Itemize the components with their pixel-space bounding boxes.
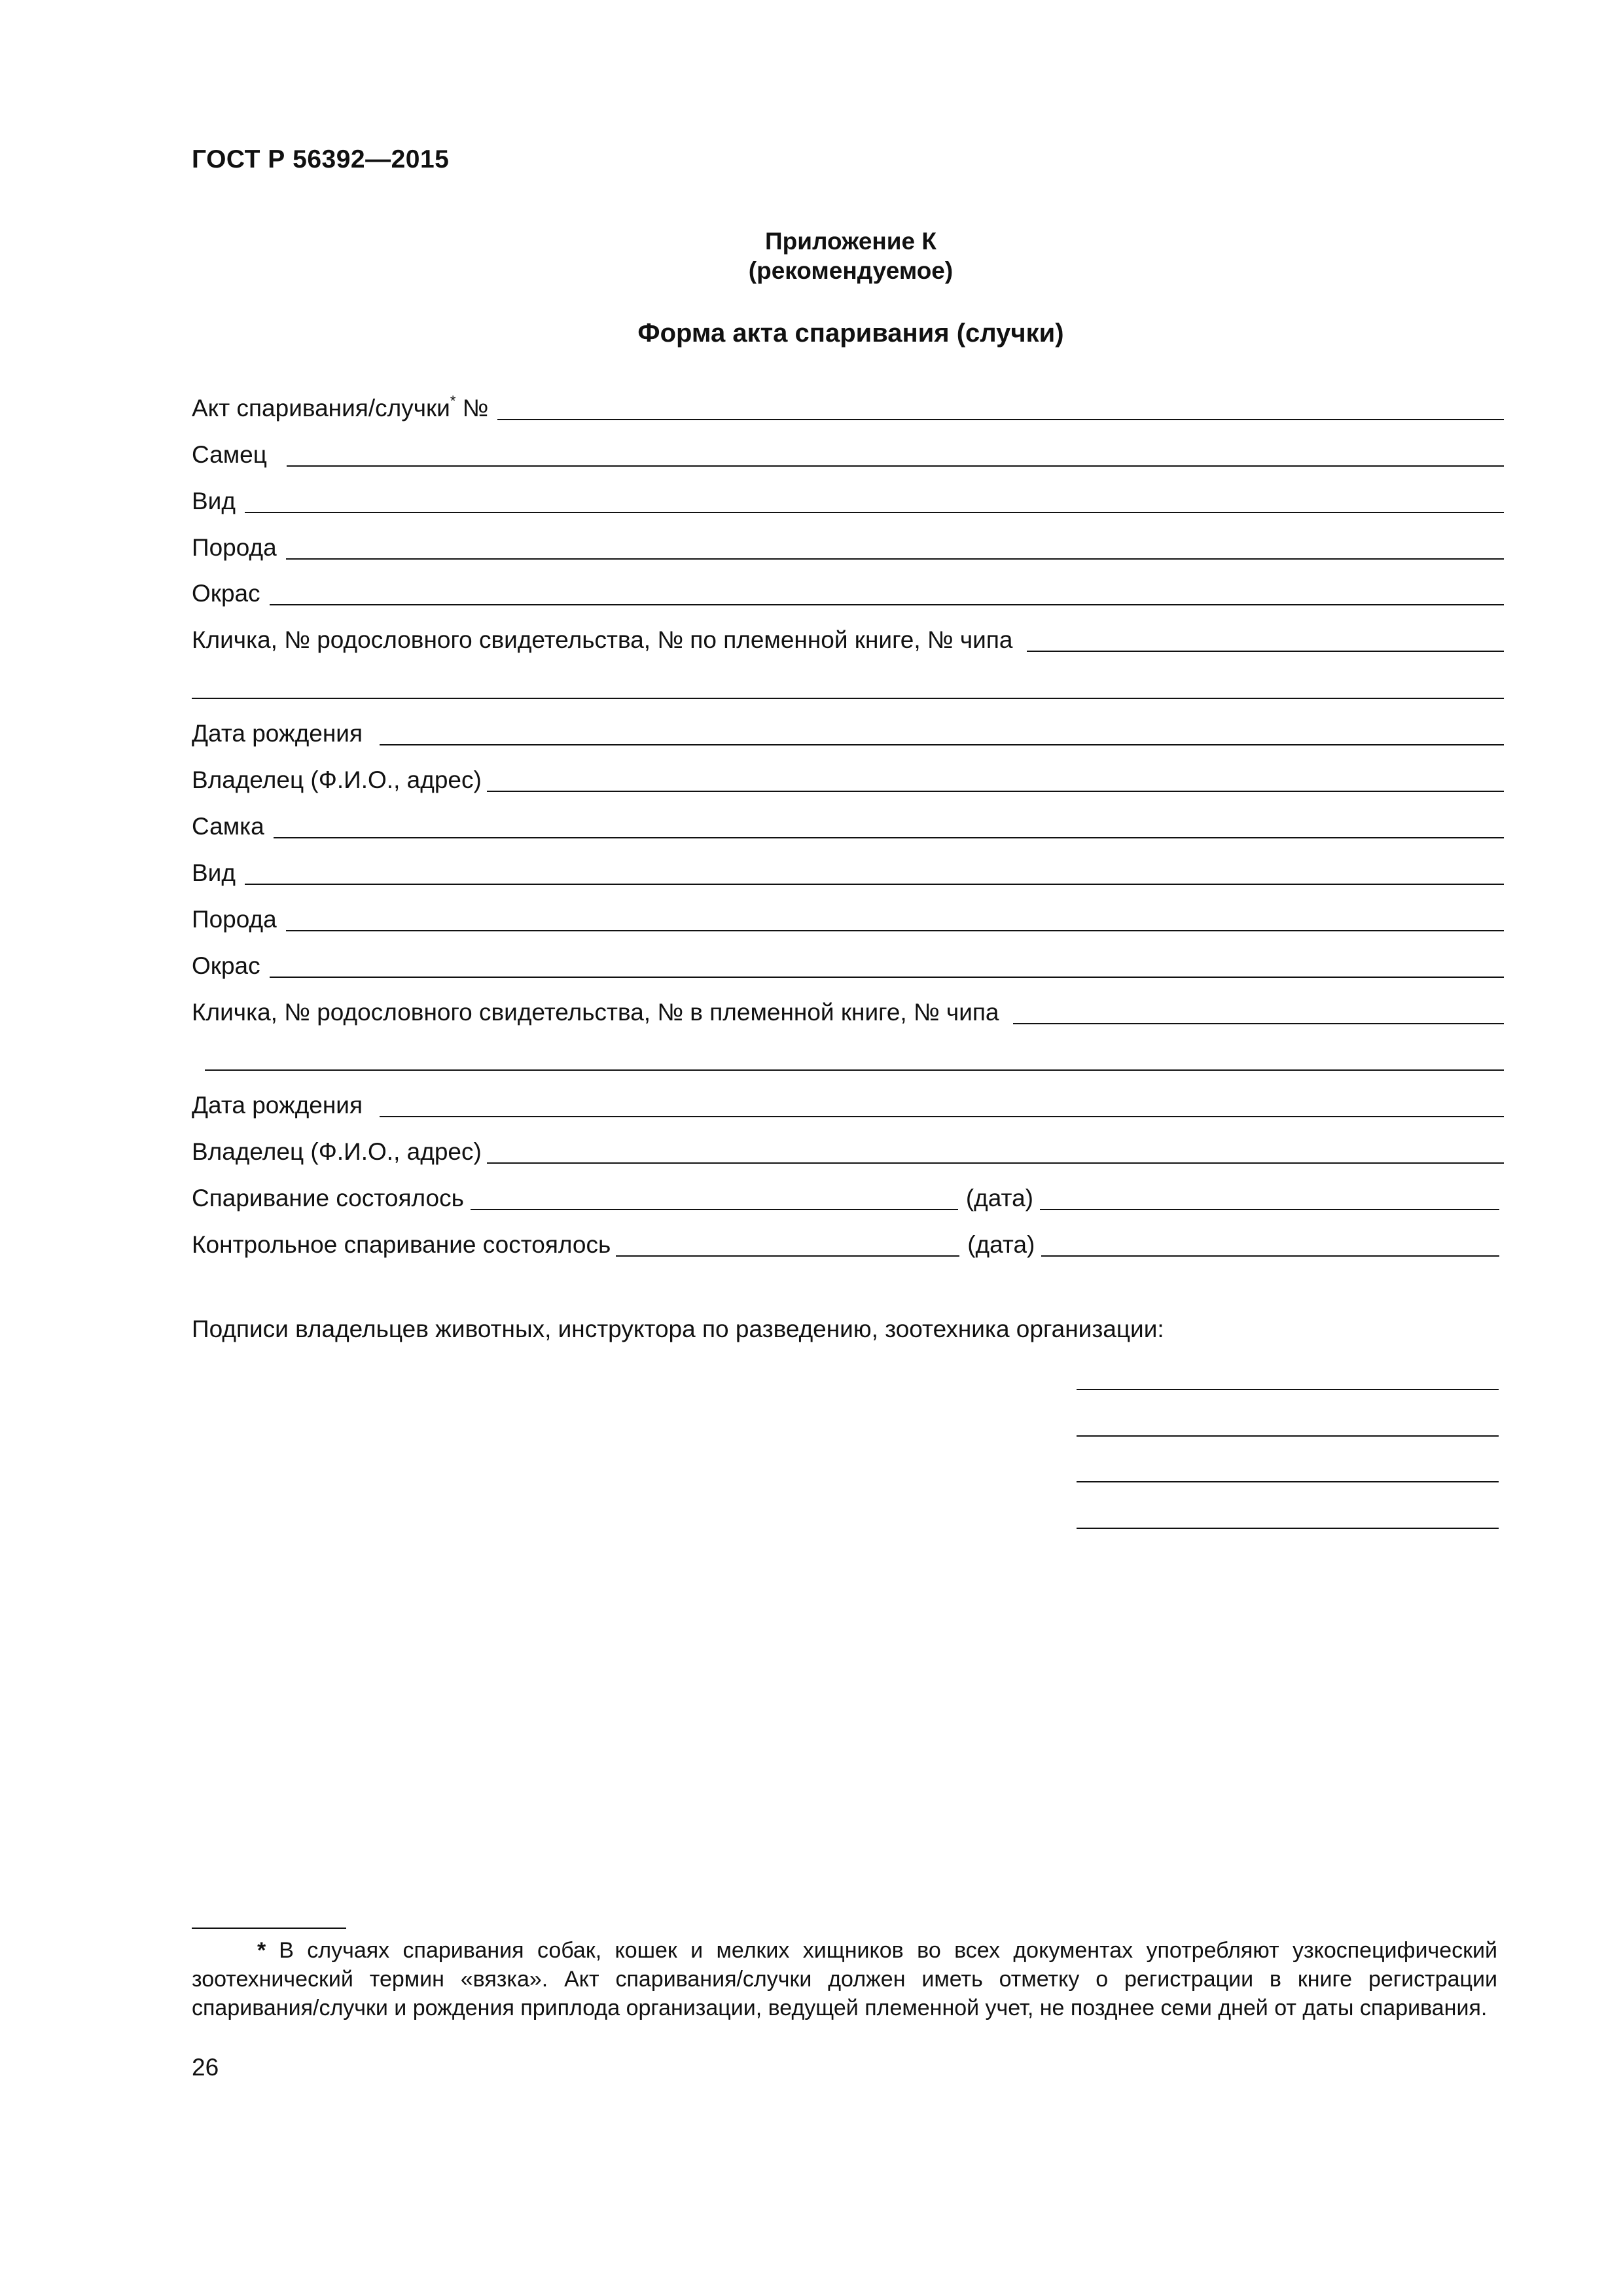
act-number-label: Акт спаривания/случки* № <box>192 393 489 422</box>
male-breed-row <box>192 532 1504 562</box>
male-owner-label: Владелец (Ф.И.О., адрес) <box>192 766 482 793</box>
mating-row <box>192 1183 1499 1213</box>
female-birth-row <box>192 1090 1504 1120</box>
control-mating-date-field[interactable] <box>1041 1255 1499 1257</box>
signature-line-2[interactable] <box>1077 1435 1499 1437</box>
male-color-row <box>192 578 1504 608</box>
male-species-label: Вид <box>192 488 236 514</box>
male-owner-field[interactable] <box>487 791 1504 792</box>
mating-date-field[interactable] <box>1040 1209 1499 1210</box>
form-title: Форма акта спаривания (случки) <box>637 319 1064 348</box>
signatures-text: Подписи владельцев животных, инструктора по разведению, зоотехника организации: <box>192 1316 1164 1342</box>
female-name-continuation-row <box>205 1043 1504 1073</box>
mating-label: Спаривание состоялось <box>192 1185 464 1211</box>
male-owner-row <box>192 764 1504 795</box>
male-color-label: Окрас <box>192 580 260 607</box>
appendix-title: Приложение К <box>765 228 936 255</box>
female-species-label: Вид <box>192 859 236 886</box>
female-field[interactable] <box>274 837 1504 838</box>
male-birth-row <box>192 718 1504 748</box>
male-name-continuation-row <box>192 672 1504 702</box>
female-species-row <box>192 857 1504 888</box>
act-number-field[interactable] <box>497 419 1504 420</box>
signature-line-3[interactable] <box>1077 1481 1499 1482</box>
male-species-field[interactable] <box>245 512 1504 513</box>
female-row <box>192 811 1504 841</box>
female-owner-field[interactable] <box>487 1162 1504 1164</box>
male-color-field[interactable] <box>270 604 1504 605</box>
mating-date-label: (дата) <box>965 1185 1033 1211</box>
female-owner-row <box>192 1136 1504 1166</box>
act-number-row <box>192 393 1504 423</box>
female-name-continuation-field[interactable] <box>205 1069 1504 1071</box>
male-field[interactable] <box>287 465 1504 467</box>
male-label: Самец <box>192 441 267 468</box>
male-row <box>192 439 1504 469</box>
mating-field[interactable] <box>471 1209 958 1210</box>
female-label: Самка <box>192 813 264 840</box>
female-birth-field[interactable] <box>380 1116 1504 1117</box>
female-color-label: Окрас <box>192 952 260 979</box>
female-name-row <box>192 997 1504 1027</box>
female-color-row <box>192 950 1504 980</box>
appendix-subtitle: (рекомендуемое) <box>748 257 954 284</box>
footnote-marker: * <box>257 1938 266 1963</box>
footnote <box>192 1936 1497 2022</box>
female-breed-row <box>192 904 1504 934</box>
male-breed-label: Порода <box>192 534 277 561</box>
male-birth-field[interactable] <box>380 744 1504 745</box>
control-mating-label: Контрольное спаривание состоялось <box>192 1231 611 1258</box>
footnote-divider <box>192 1928 346 1929</box>
control-mating-row <box>192 1229 1499 1259</box>
standard-header: ГОСТ Р 56392—2015 <box>192 145 450 173</box>
footnote-text: В случаях спаривания собак, кошек и мелких хищников во всех документах употребляют узкоспецифический зоотехнический термин «вязка». Акт спаривания/случки должен иметь отметку о регистрации в книге регистрации спаривания/случки и рождения приплода организации, ведущей племенной учет, не позднее семи дней от даты спаривания. <box>192 1938 1497 2020</box>
female-birth-label: Дата рождения <box>192 1092 363 1119</box>
female-owner-label: Владелец (Ф.И.О., адрес) <box>192 1138 482 1165</box>
male-name-label: Кличка, № родословного свидетельства, № по племенной книге, № чипа <box>192 626 1013 653</box>
male-name-field[interactable] <box>1027 651 1504 652</box>
female-species-field[interactable] <box>245 884 1504 885</box>
male-species-row <box>192 486 1504 516</box>
page-number: 26 <box>192 2054 219 2081</box>
female-breed-label: Порода <box>192 906 277 933</box>
male-birth-label: Дата рождения <box>192 720 363 747</box>
control-mating-field[interactable] <box>616 1255 959 1257</box>
male-name-row <box>192 624 1504 655</box>
signature-line-1[interactable] <box>1077 1389 1499 1390</box>
signature-line-4[interactable] <box>1077 1528 1499 1529</box>
female-breed-field[interactable] <box>286 930 1504 931</box>
control-mating-date-label: (дата) <box>967 1231 1035 1258</box>
female-color-field[interactable] <box>270 977 1504 978</box>
male-name-continuation-field[interactable] <box>192 698 1504 699</box>
female-name-field[interactable] <box>1013 1023 1504 1024</box>
female-name-label: Кличка, № родословного свидетельства, № в племенной книге, № чипа <box>192 999 999 1026</box>
male-breed-field[interactable] <box>286 558 1504 560</box>
